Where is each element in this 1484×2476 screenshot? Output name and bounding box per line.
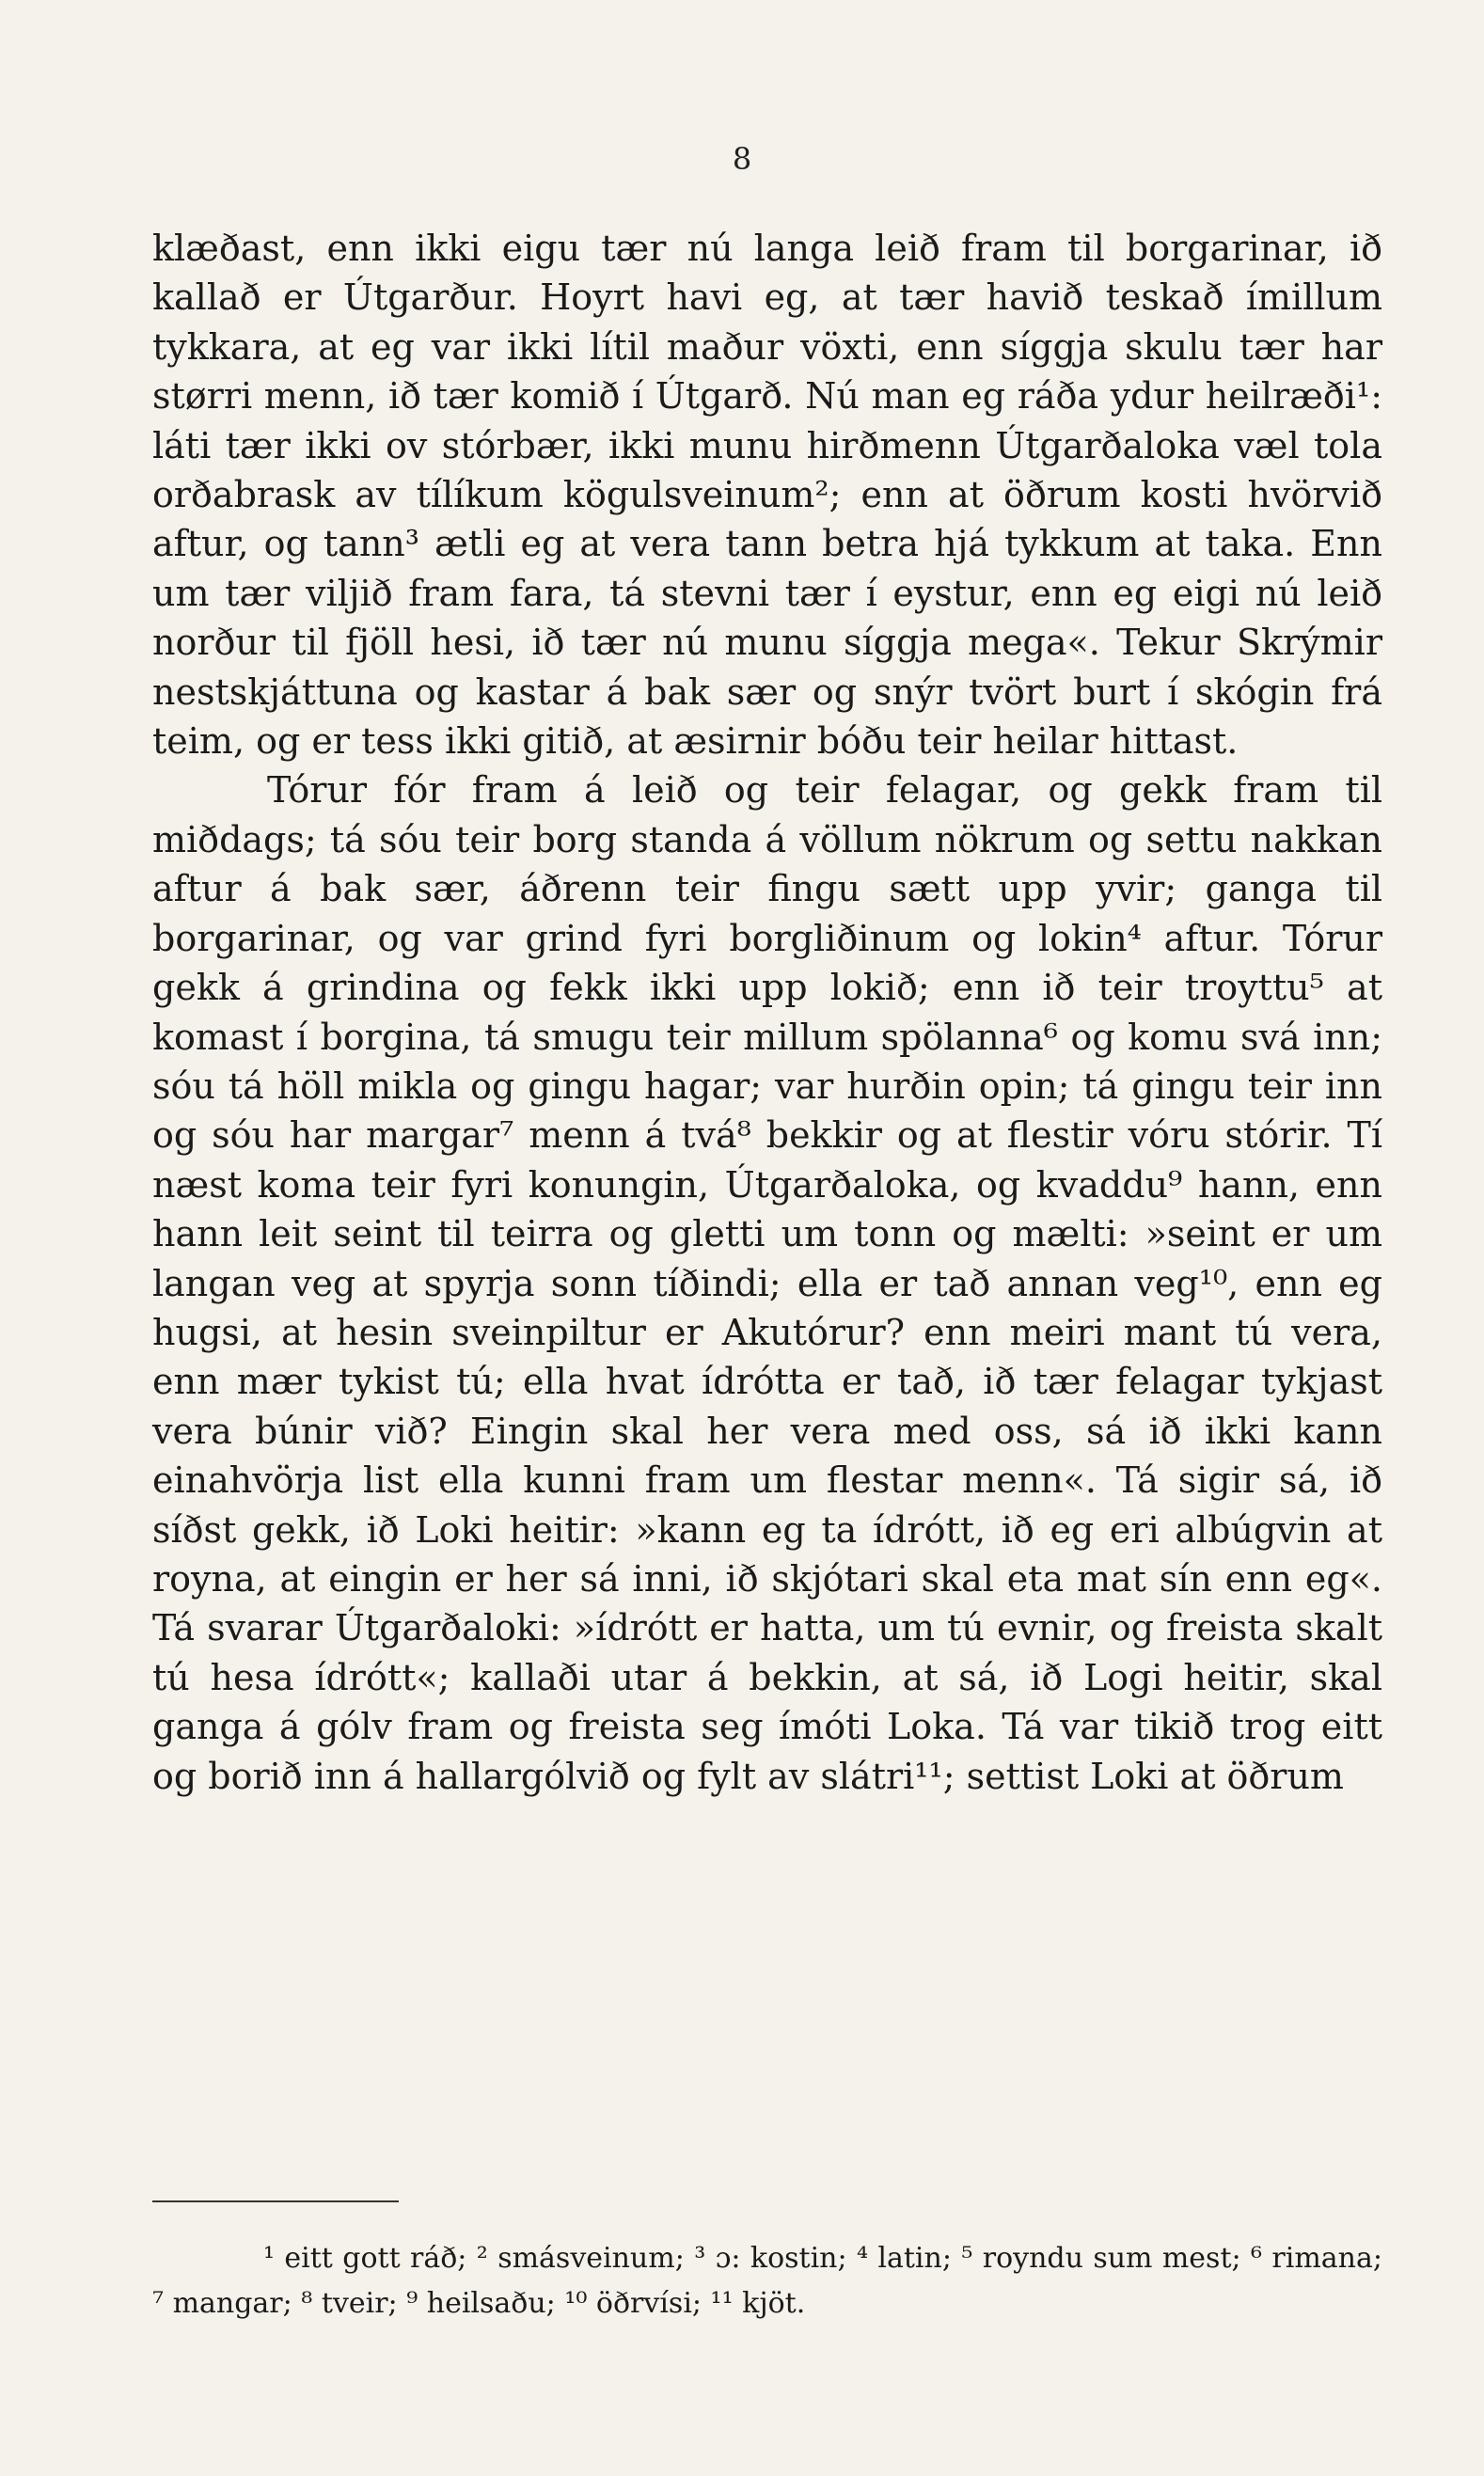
footnote-divider [152, 2200, 399, 2202]
page-number: 8 [732, 141, 752, 177]
paragraph-2: Tórur fór fram á leið og teir felagar, og gekk fram til miðdags; tá sóu teir borg standa á völlum nökrum og settu nakkan aftur á bak sær, áðrenn teir fingu sætt upp yvir; ganga til borgarinar, og var grind fyri borgliðinum og lokin⁴ aftur. Tórur gekk á grindina og fekk ikki upp lokið; enn ið teir troyttu⁵ at komast í borgina, tá smugu teir millum spölanna⁶ og komu svá inn; sóu tá höll mikla og gingu hagar; var hurðin opin; tá gingu teir inn og sóu har margar⁷ menn á tvá⁸ bekkir og at flestir vóru stórir. Tí næst koma teir fyri konungin, Útgarðaloka, og kvaddu⁹ hann, enn hann leit seint til teirra og gletti um tonn og mælti: »seint er um langan veg at spyrja sonn tíðindi; ella er tað annan veg¹⁰, enn eg hugsi, at hesin sveinpiltur er Akutórur? enn meiri mant tú vera, enn mær tykist tú; ella hvat ídrótta er tað, ið tær felagar tykjast vera búnir við? Eingin skal her vera med oss, sá ið ikki kann einahvörja list ella kunni fram um flestar menn«. Tá sigir sá, ið síðst gekk, ið Loki heitir: »kann eg ta ídrótt, ið eg eri albúgvin at royna, at eingin er her sá inni, ið skjótari skal eta mat sín enn eg«. Tá svarar Útgarðaloki: »ídrótt er hatta, um tú evnir, og freista skalt tú hesa ídrótt«; kallaði utar á bekkin, at sá, ið Logi heitir, skal ganga á gólv fram og freista seg ímóti Loka. Tá var tikið trog eitt og borið inn á hallargólvið og fylt av slátri¹¹; settist Loki at öðrum [152, 769, 1382, 1797]
footnotes-text: ¹ eitt gott ráð; ² smásveinum; ³ ɔ: kostin; ⁴ latin; ⁵ royndu sum mest; ⁶ rimana; ⁷ mangar; ⁸ tveir; ⁹ heilsaðu; ¹⁰ öðrvísi; ¹¹ kjöt. [152, 2242, 1382, 2320]
footnotes [152, 2236, 1382, 2326]
paragraph-1: klæðast, enn ikki eigu tær nú langa leið fram til borgarinar, ið kallað er Útgarður. Hoyrt havi eg, at tær havið teskað ímillum tykkara, at eg var ikki lítil maður vöxti, enn síggja skulu tær har størri menn, ið tær komið í Útgarð. Nú man eg ráða ydur heilræði¹: láti tær ikki ov stórbær, ikki munu hirðmenn Útgarðaloka væl tola orðabrask av tílíkum kögulsveinum²; enn at öðrum kosti hvörvið aftur, og tann³ ætli eg at vera tann betra hjá tykkum at taka. Enn um tær viljið fram fara, tá stevni tær í eystur, enn eg eigi nú leið norður til fjöll hesi, ið tær nú munu síggja mega«. Tekur Skrýmir nestskjáttuna og kastar á bak sær og snýr tvört burt í skógin frá teim, og er tess ikki gitið, at æsirnir bóðu teir heilar hittast. [152, 228, 1382, 763]
body-text [152, 224, 1382, 1801]
